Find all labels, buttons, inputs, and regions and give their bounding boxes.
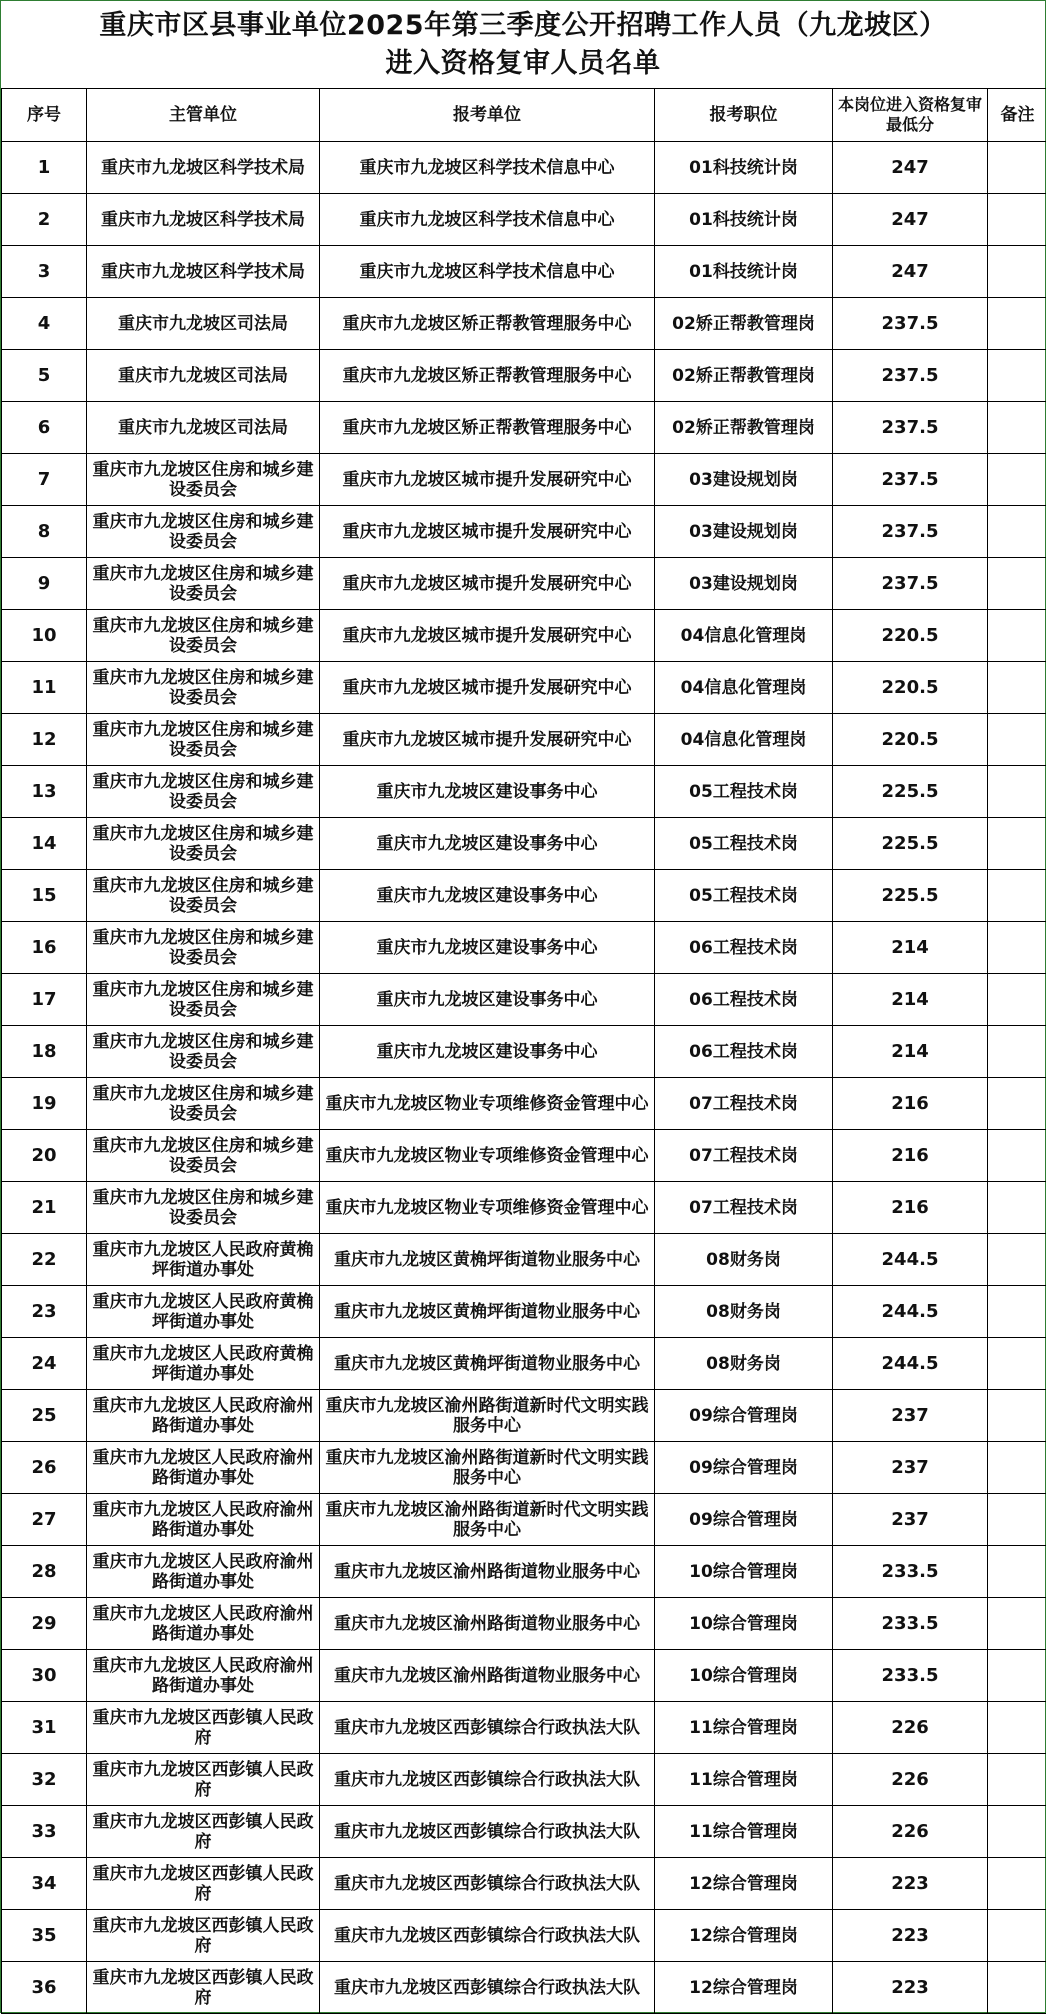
cell-position: 09综合管理岗 — [655, 1494, 833, 1546]
cell-position: 04信息化管理岗 — [655, 714, 833, 766]
table-row — [2, 1598, 1046, 1650]
table-row — [2, 1390, 1046, 1442]
cell-min-score: 247 — [833, 246, 988, 298]
table-row — [2, 1494, 1046, 1546]
table-row — [2, 1078, 1046, 1130]
cell-remarks — [988, 1858, 1046, 1910]
table-row — [2, 298, 1046, 350]
cell-index: 7 — [2, 454, 87, 506]
table-row — [2, 1234, 1046, 1286]
cell-employer: 重庆市九龙坡区城市提升发展研究中心 — [320, 558, 655, 610]
cell-index: 28 — [2, 1546, 87, 1598]
cell-employer: 重庆市九龙坡区黄桷坪街道物业服务中心 — [320, 1338, 655, 1390]
cell-remarks — [988, 922, 1046, 974]
cell-remarks — [988, 610, 1046, 662]
cell-remarks — [988, 350, 1046, 402]
cell-min-score: 220.5 — [833, 610, 988, 662]
cell-authority: 重庆市九龙坡区住房和城乡建设委员会 — [87, 818, 320, 870]
cell-authority: 重庆市九龙坡区西彭镇人民政府 — [87, 1962, 320, 2014]
cell-position: 01科技统计岗 — [655, 246, 833, 298]
cell-index: 26 — [2, 1442, 87, 1494]
cell-remarks — [988, 1598, 1046, 1650]
cell-remarks — [988, 454, 1046, 506]
table-row — [2, 610, 1046, 662]
cell-index: 20 — [2, 1130, 87, 1182]
cell-index: 34 — [2, 1858, 87, 1910]
cell-index: 35 — [2, 1910, 87, 1962]
cell-employer: 重庆市九龙坡区科学技术信息中心 — [320, 246, 655, 298]
cell-index: 18 — [2, 1026, 87, 1078]
cell-index: 11 — [2, 662, 87, 714]
cell-index: 8 — [2, 506, 87, 558]
cell-remarks — [988, 714, 1046, 766]
cell-remarks — [988, 1546, 1046, 1598]
cell-remarks — [988, 1442, 1046, 1494]
table-row — [2, 1546, 1046, 1598]
cell-min-score: 216 — [833, 1182, 988, 1234]
header-index: 序号 — [2, 89, 87, 142]
cell-position: 06工程技术岗 — [655, 1026, 833, 1078]
cell-min-score: 220.5 — [833, 714, 988, 766]
cell-index: 2 — [2, 194, 87, 246]
cell-min-score: 237.5 — [833, 558, 988, 610]
cell-index: 12 — [2, 714, 87, 766]
table-row — [2, 1858, 1046, 1910]
cell-position: 03建设规划岗 — [655, 506, 833, 558]
cell-index: 32 — [2, 1754, 87, 1806]
cell-remarks — [988, 766, 1046, 818]
cell-position: 09综合管理岗 — [655, 1390, 833, 1442]
cell-index: 15 — [2, 870, 87, 922]
cell-position: 02矫正帮教管理岗 — [655, 350, 833, 402]
header-remarks: 备注 — [988, 89, 1046, 142]
cell-min-score: 225.5 — [833, 870, 988, 922]
cell-employer: 重庆市九龙坡区建设事务中心 — [320, 974, 655, 1026]
cell-index: 24 — [2, 1338, 87, 1390]
cell-employer: 重庆市九龙坡区西彭镇综合行政执法大队 — [320, 1806, 655, 1858]
cell-employer: 重庆市九龙坡区矫正帮教管理服务中心 — [320, 298, 655, 350]
cell-remarks — [988, 1650, 1046, 1702]
cell-min-score: 237 — [833, 1390, 988, 1442]
cell-authority: 重庆市九龙坡区西彭镇人民政府 — [87, 1806, 320, 1858]
table-row — [2, 142, 1046, 194]
cell-employer: 重庆市九龙坡区建设事务中心 — [320, 818, 655, 870]
table-row — [2, 194, 1046, 246]
cell-employer: 重庆市九龙坡区黄桷坪街道物业服务中心 — [320, 1234, 655, 1286]
table-row — [2, 1182, 1046, 1234]
cell-index: 14 — [2, 818, 87, 870]
table-row — [2, 402, 1046, 454]
cell-min-score: 216 — [833, 1078, 988, 1130]
cell-index: 9 — [2, 558, 87, 610]
table-row — [2, 506, 1046, 558]
cell-index: 5 — [2, 350, 87, 402]
table-header-row — [2, 89, 1046, 142]
cell-remarks — [988, 662, 1046, 714]
cell-employer: 重庆市九龙坡区矫正帮教管理服务中心 — [320, 350, 655, 402]
cell-authority: 重庆市九龙坡区住房和城乡建设委员会 — [87, 558, 320, 610]
cell-authority: 重庆市九龙坡区人民政府渝州路街道办事处 — [87, 1442, 320, 1494]
cell-remarks — [988, 506, 1046, 558]
table-row — [2, 714, 1046, 766]
cell-authority: 重庆市九龙坡区住房和城乡建设委员会 — [87, 922, 320, 974]
cell-authority: 重庆市九龙坡区西彭镇人民政府 — [87, 1910, 320, 1962]
header-min-score: 本岗位进入资格复审最低分 — [833, 89, 988, 142]
cell-authority: 重庆市九龙坡区住房和城乡建设委员会 — [87, 1130, 320, 1182]
cell-min-score: 223 — [833, 1910, 988, 1962]
cell-remarks — [988, 1962, 1046, 2014]
cell-authority: 重庆市九龙坡区人民政府渝州路街道办事处 — [87, 1390, 320, 1442]
cell-employer: 重庆市九龙坡区黄桷坪街道物业服务中心 — [320, 1286, 655, 1338]
cell-index: 19 — [2, 1078, 87, 1130]
cell-remarks — [988, 1754, 1046, 1806]
cell-remarks — [988, 1286, 1046, 1338]
cell-authority: 重庆市九龙坡区科学技术局 — [87, 194, 320, 246]
cell-min-score: 244.5 — [833, 1286, 988, 1338]
table-row — [2, 1702, 1046, 1754]
cell-position: 03建设规划岗 — [655, 454, 833, 506]
cell-min-score: 237.5 — [833, 402, 988, 454]
cell-employer: 重庆市九龙坡区物业专项维修资金管理中心 — [320, 1078, 655, 1130]
cell-authority: 重庆市九龙坡区住房和城乡建设委员会 — [87, 1078, 320, 1130]
cell-index: 3 — [2, 246, 87, 298]
cell-index: 30 — [2, 1650, 87, 1702]
cell-remarks — [988, 246, 1046, 298]
cell-remarks — [988, 1494, 1046, 1546]
cell-authority: 重庆市九龙坡区科学技术局 — [87, 246, 320, 298]
cell-position: 07工程技术岗 — [655, 1130, 833, 1182]
cell-employer: 重庆市九龙坡区城市提升发展研究中心 — [320, 610, 655, 662]
cell-index: 16 — [2, 922, 87, 974]
table-row — [2, 350, 1046, 402]
cell-position: 12综合管理岗 — [655, 1962, 833, 2014]
candidate-table — [1, 88, 1046, 2014]
cell-min-score: 216 — [833, 1130, 988, 1182]
table-row — [2, 974, 1046, 1026]
cell-authority: 重庆市九龙坡区住房和城乡建设委员会 — [87, 610, 320, 662]
cell-position: 12综合管理岗 — [655, 1858, 833, 1910]
cell-authority: 重庆市九龙坡区住房和城乡建设委员会 — [87, 1182, 320, 1234]
cell-min-score: 226 — [833, 1806, 988, 1858]
cell-authority: 重庆市九龙坡区住房和城乡建设委员会 — [87, 974, 320, 1026]
table-row — [2, 1754, 1046, 1806]
cell-employer: 重庆市九龙坡区西彭镇综合行政执法大队 — [320, 1858, 655, 1910]
table-row — [2, 558, 1046, 610]
cell-authority: 重庆市九龙坡区住房和城乡建设委员会 — [87, 662, 320, 714]
cell-employer: 重庆市九龙坡区建设事务中心 — [320, 766, 655, 818]
cell-min-score: 214 — [833, 1026, 988, 1078]
cell-authority: 重庆市九龙坡区住房和城乡建设委员会 — [87, 870, 320, 922]
cell-position: 08财务岗 — [655, 1234, 833, 1286]
cell-index: 13 — [2, 766, 87, 818]
table-row — [2, 922, 1046, 974]
cell-remarks — [988, 1234, 1046, 1286]
table-row — [2, 1130, 1046, 1182]
cell-position: 06工程技术岗 — [655, 974, 833, 1026]
cell-index: 10 — [2, 610, 87, 662]
cell-employer: 重庆市九龙坡区建设事务中心 — [320, 1026, 655, 1078]
cell-remarks — [988, 194, 1046, 246]
cell-authority: 重庆市九龙坡区科学技术局 — [87, 142, 320, 194]
cell-min-score: 244.5 — [833, 1338, 988, 1390]
cell-employer: 重庆市九龙坡区渝州路街道新时代文明实践服务中心 — [320, 1494, 655, 1546]
title-line-2: 进入资格复审人员名单 — [1, 45, 1045, 83]
cell-min-score: 247 — [833, 142, 988, 194]
cell-min-score: 233.5 — [833, 1650, 988, 1702]
cell-position: 05工程技术岗 — [655, 818, 833, 870]
cell-min-score: 223 — [833, 1858, 988, 1910]
cell-min-score: 237.5 — [833, 298, 988, 350]
cell-position: 05工程技术岗 — [655, 766, 833, 818]
table-row — [2, 766, 1046, 818]
cell-position: 01科技统计岗 — [655, 194, 833, 246]
cell-position: 04信息化管理岗 — [655, 662, 833, 714]
cell-min-score: 237.5 — [833, 454, 988, 506]
cell-employer: 重庆市九龙坡区城市提升发展研究中心 — [320, 506, 655, 558]
cell-position: 09综合管理岗 — [655, 1442, 833, 1494]
cell-min-score: 237 — [833, 1442, 988, 1494]
cell-remarks — [988, 1390, 1046, 1442]
cell-remarks — [988, 1910, 1046, 1962]
table-row — [2, 662, 1046, 714]
cell-position: 02矫正帮教管理岗 — [655, 402, 833, 454]
cell-min-score: 214 — [833, 922, 988, 974]
cell-authority: 重庆市九龙坡区司法局 — [87, 402, 320, 454]
cell-remarks — [988, 402, 1046, 454]
cell-min-score: 237.5 — [833, 350, 988, 402]
table-row — [2, 246, 1046, 298]
table-row — [2, 870, 1046, 922]
cell-employer: 重庆市九龙坡区建设事务中心 — [320, 922, 655, 974]
cell-min-score: 220.5 — [833, 662, 988, 714]
cell-min-score: 225.5 — [833, 818, 988, 870]
cell-remarks — [988, 1338, 1046, 1390]
cell-authority: 重庆市九龙坡区西彭镇人民政府 — [87, 1702, 320, 1754]
table-row — [2, 1338, 1046, 1390]
cell-remarks — [988, 1026, 1046, 1078]
cell-authority: 重庆市九龙坡区住房和城乡建设委员会 — [87, 1026, 320, 1078]
cell-position: 11综合管理岗 — [655, 1754, 833, 1806]
cell-position: 10综合管理岗 — [655, 1546, 833, 1598]
cell-authority: 重庆市九龙坡区西彭镇人民政府 — [87, 1858, 320, 1910]
cell-remarks — [988, 818, 1046, 870]
table-row — [2, 1442, 1046, 1494]
cell-position: 03建设规划岗 — [655, 558, 833, 610]
cell-authority: 重庆市九龙坡区司法局 — [87, 350, 320, 402]
table-row — [2, 1286, 1046, 1338]
cell-min-score: 237.5 — [833, 506, 988, 558]
cell-index: 23 — [2, 1286, 87, 1338]
cell-index: 4 — [2, 298, 87, 350]
cell-min-score: 244.5 — [833, 1234, 988, 1286]
cell-remarks — [988, 1182, 1046, 1234]
table-row — [2, 454, 1046, 506]
cell-authority: 重庆市九龙坡区司法局 — [87, 298, 320, 350]
cell-authority: 重庆市九龙坡区人民政府黄桷坪街道办事处 — [87, 1234, 320, 1286]
cell-remarks — [988, 870, 1046, 922]
cell-position: 02矫正帮教管理岗 — [655, 298, 833, 350]
table-row — [2, 1806, 1046, 1858]
cell-authority: 重庆市九龙坡区住房和城乡建设委员会 — [87, 714, 320, 766]
cell-min-score: 233.5 — [833, 1546, 988, 1598]
table-row — [2, 818, 1046, 870]
header-employer: 报考单位 — [320, 89, 655, 142]
cell-index: 33 — [2, 1806, 87, 1858]
cell-employer: 重庆市九龙坡区西彭镇综合行政执法大队 — [320, 1702, 655, 1754]
cell-authority: 重庆市九龙坡区人民政府渝州路街道办事处 — [87, 1650, 320, 1702]
cell-authority: 重庆市九龙坡区住房和城乡建设委员会 — [87, 454, 320, 506]
cell-position: 05工程技术岗 — [655, 870, 833, 922]
cell-remarks — [988, 1078, 1046, 1130]
cell-employer: 重庆市九龙坡区物业专项维修资金管理中心 — [320, 1130, 655, 1182]
cell-employer: 重庆市九龙坡区渝州路街道新时代文明实践服务中心 — [320, 1442, 655, 1494]
cell-position: 12综合管理岗 — [655, 1910, 833, 1962]
cell-authority: 重庆市九龙坡区西彭镇人民政府 — [87, 1754, 320, 1806]
cell-employer: 重庆市九龙坡区矫正帮教管理服务中心 — [320, 402, 655, 454]
cell-index: 27 — [2, 1494, 87, 1546]
cell-employer: 重庆市九龙坡区渝州路街道新时代文明实践服务中心 — [320, 1390, 655, 1442]
table-body — [2, 142, 1046, 2014]
cell-employer: 重庆市九龙坡区物业专项维修资金管理中心 — [320, 1182, 655, 1234]
cell-index: 29 — [2, 1598, 87, 1650]
cell-index: 1 — [2, 142, 87, 194]
cell-remarks — [988, 1130, 1046, 1182]
cell-authority: 重庆市九龙坡区人民政府渝州路街道办事处 — [87, 1494, 320, 1546]
cell-remarks — [988, 974, 1046, 1026]
header-position: 报考职位 — [655, 89, 833, 142]
table-row — [2, 1026, 1046, 1078]
cell-employer: 重庆市九龙坡区西彭镇综合行政执法大队 — [320, 1754, 655, 1806]
cell-employer: 重庆市九龙坡区渝州路街道物业服务中心 — [320, 1546, 655, 1598]
cell-position: 08财务岗 — [655, 1338, 833, 1390]
header-authority: 主管单位 — [87, 89, 320, 142]
table-row — [2, 1910, 1046, 1962]
cell-employer: 重庆市九龙坡区建设事务中心 — [320, 870, 655, 922]
cell-authority: 重庆市九龙坡区人民政府渝州路街道办事处 — [87, 1546, 320, 1598]
cell-authority: 重庆市九龙坡区人民政府渝州路街道办事处 — [87, 1598, 320, 1650]
cell-employer: 重庆市九龙坡区西彭镇综合行政执法大队 — [320, 1962, 655, 2014]
cell-position: 10综合管理岗 — [655, 1650, 833, 1702]
cell-position: 07工程技术岗 — [655, 1182, 833, 1234]
cell-min-score: 247 — [833, 194, 988, 246]
cell-position: 04信息化管理岗 — [655, 610, 833, 662]
cell-index: 22 — [2, 1234, 87, 1286]
cell-employer: 重庆市九龙坡区城市提升发展研究中心 — [320, 714, 655, 766]
cell-employer: 重庆市九龙坡区科学技术信息中心 — [320, 142, 655, 194]
cell-employer: 重庆市九龙坡区西彭镇综合行政执法大队 — [320, 1910, 655, 1962]
cell-remarks — [988, 558, 1046, 610]
table-row — [2, 1650, 1046, 1702]
cell-index: 25 — [2, 1390, 87, 1442]
cell-index: 31 — [2, 1702, 87, 1754]
cell-employer: 重庆市九龙坡区城市提升发展研究中心 — [320, 662, 655, 714]
table-row — [2, 1962, 1046, 2014]
cell-min-score: 233.5 — [833, 1598, 988, 1650]
cell-position: 08财务岗 — [655, 1286, 833, 1338]
cell-authority: 重庆市九龙坡区住房和城乡建设委员会 — [87, 766, 320, 818]
cell-min-score: 214 — [833, 974, 988, 1026]
cell-position: 06工程技术岗 — [655, 922, 833, 974]
cell-remarks — [988, 1806, 1046, 1858]
cell-authority: 重庆市九龙坡区人民政府黄桷坪街道办事处 — [87, 1338, 320, 1390]
cell-index: 21 — [2, 1182, 87, 1234]
cell-min-score: 223 — [833, 1962, 988, 2014]
cell-remarks — [988, 142, 1046, 194]
cell-authority: 重庆市九龙坡区住房和城乡建设委员会 — [87, 506, 320, 558]
cell-position: 07工程技术岗 — [655, 1078, 833, 1130]
cell-remarks — [988, 1702, 1046, 1754]
cell-authority: 重庆市九龙坡区人民政府黄桷坪街道办事处 — [87, 1286, 320, 1338]
cell-remarks — [988, 298, 1046, 350]
cell-min-score: 226 — [833, 1754, 988, 1806]
page-title — [1, 1, 1045, 88]
cell-employer: 重庆市九龙坡区科学技术信息中心 — [320, 194, 655, 246]
cell-min-score: 237 — [833, 1494, 988, 1546]
cell-position: 01科技统计岗 — [655, 142, 833, 194]
cell-position: 10综合管理岗 — [655, 1598, 833, 1650]
cell-min-score: 226 — [833, 1702, 988, 1754]
cell-index: 17 — [2, 974, 87, 1026]
cell-index: 6 — [2, 402, 87, 454]
cell-position: 11综合管理岗 — [655, 1806, 833, 1858]
cell-position: 11综合管理岗 — [655, 1702, 833, 1754]
cell-min-score: 225.5 — [833, 766, 988, 818]
title-line-1: 重庆市区县事业单位2025年第三季度公开招聘工作人员（九龙坡区） — [1, 7, 1045, 45]
cell-employer: 重庆市九龙坡区渝州路街道物业服务中心 — [320, 1650, 655, 1702]
cell-employer: 重庆市九龙坡区城市提升发展研究中心 — [320, 454, 655, 506]
cell-index: 36 — [2, 1962, 87, 2014]
cell-employer: 重庆市九龙坡区渝州路街道物业服务中心 — [320, 1598, 655, 1650]
